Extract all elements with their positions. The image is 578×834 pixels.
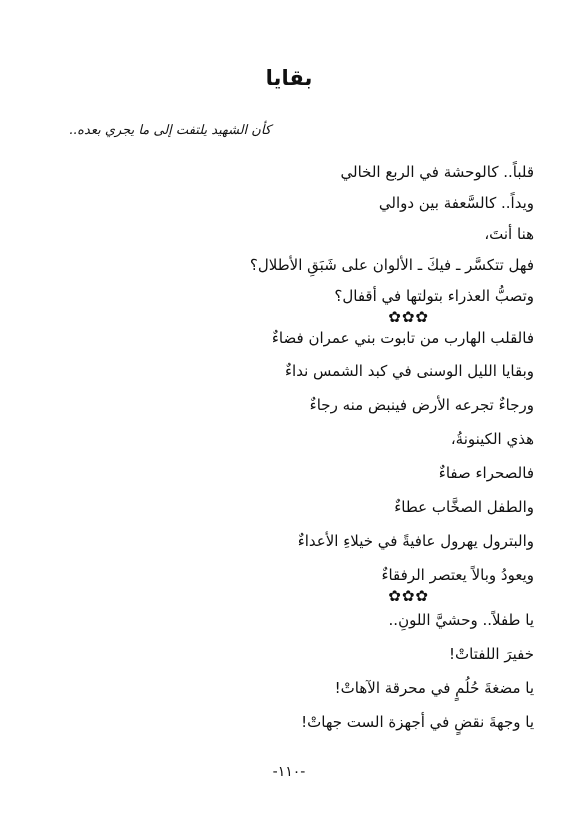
poem-line: خفيرَ اللفتاتْ! (449, 645, 534, 663)
poem-line: هنا أنتَ، (484, 225, 534, 243)
poem-line: يا طفلاً.. وحشيَّ اللونِ.. (388, 611, 534, 629)
epigraph: كأن الشهيد يلتفت إلى ما يجري بعده.. (68, 123, 271, 138)
stanza-separator: ✿✿✿ (388, 587, 429, 605)
poem-line: يا مضغةَ حُلُمٍ في محرقة الآهاتْ! (334, 679, 534, 697)
poem-line: ويداً.. كالسَّعفة بين دوالي (378, 194, 534, 212)
poem-line: فهل تتكسَّر ـ فيكَ ـ الألوان على شَبَقِ الأطلال؟ (249, 256, 534, 274)
poem-line: وبقايا الليل الوسنى في كبد الشمس نداءٌ (284, 362, 534, 380)
poem-line: والبترول يهرول عافيةً في خيلاءِ الأعداءٌ (297, 532, 534, 550)
poem-line: ورجاءٌ تجرعه الأرض فينبض منه رجاءٌ (309, 396, 534, 414)
poem-line: ويعودُ وبالاً يعتصر الرفقاءٌ (381, 566, 534, 584)
poem-line: هذي الكينونةُ، (450, 430, 534, 448)
poem-line: قلباً.. كالوحشة في الربع الخالي (340, 163, 534, 181)
poem-line: فالصحراء صفاءٌ (438, 464, 534, 482)
poem-line: يا وجهةَ نقضٍ في أجهزة الست جهاتْ! (301, 713, 534, 731)
poem-line: وتصبُّ العذراء بتولتها في أقفال؟ (334, 287, 534, 305)
stanza-separator: ✿✿✿ (388, 308, 429, 326)
poem-title: بقايا (265, 66, 313, 90)
poem-line: فالقلب الهارب من تابوت بني عمران فضاءٌ (271, 329, 534, 347)
page-number: -١١٠- (272, 764, 306, 780)
poem-line: والطفل الصخَّاب عطاءٌ (394, 498, 534, 516)
